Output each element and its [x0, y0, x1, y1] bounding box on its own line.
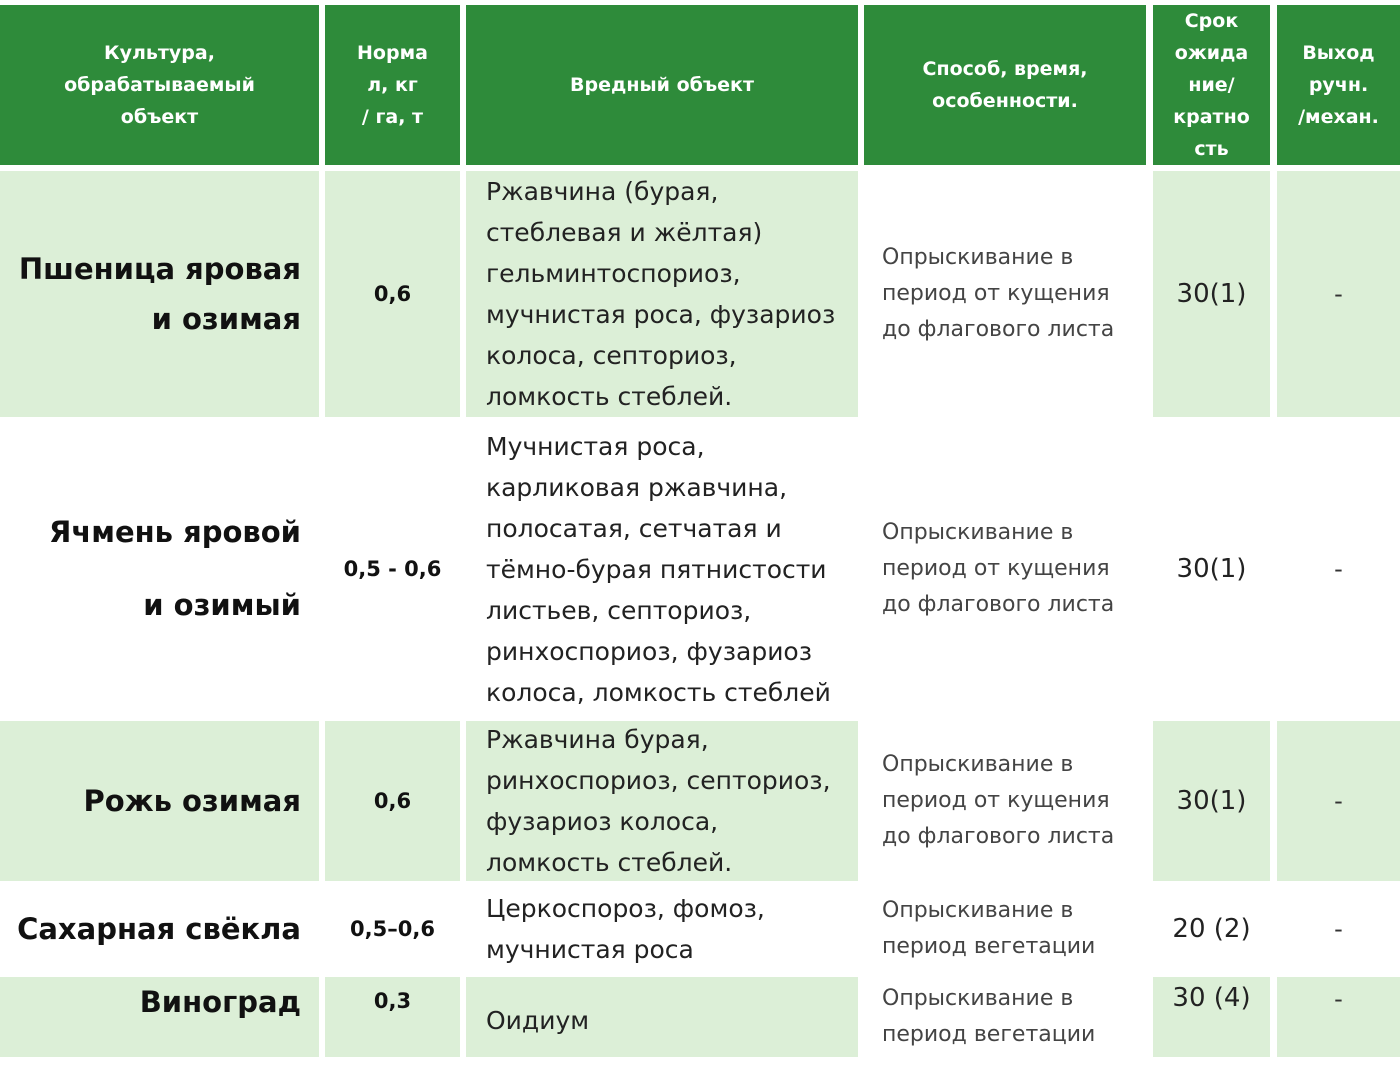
header-pest: Вредный объект [466, 5, 858, 165]
row-pest: Мучнистая роса, карликовая ржавчина, полосатая, сетчатая и тёмно-бурая пятнистости листьев, септориоз, ринхоспориоз, фузариоз колоса, ломкость стеблей [466, 423, 858, 715]
row-norm: 0,3 [325, 977, 460, 1057]
row-crop: Пшеница яровая и озимая [0, 171, 319, 417]
row-output: - [1277, 423, 1400, 715]
header-method: Способ, время, особенности. [864, 5, 1146, 165]
row-method: Опрыскивание в период от кущения до флагового листа [864, 171, 1146, 417]
row-wait: 30 (4) [1153, 977, 1270, 1057]
row-method: Опрыскивание в период вегетации [864, 887, 1146, 971]
row-method: Опрыскивание в период от кущения до флагового листа [864, 423, 1146, 715]
row-norm: 0,6 [325, 171, 460, 417]
row-crop: Ячмень яровой и озимый [0, 423, 319, 715]
row-output: - [1277, 721, 1400, 881]
row-pest: Ржавчина бурая, ринхоспориоз, септориоз, фузариоз колоса, ломкость стеблей. [466, 721, 858, 881]
header-crop: Культура, обрабатываемый объект [0, 5, 319, 165]
row-norm: 0,5 - 0,6 [325, 423, 460, 715]
row-pest: Церкоспороз, фомоз, мучнистая роса [466, 887, 858, 971]
row-output: - [1277, 171, 1400, 417]
row-crop: Сахарная свёкла [0, 887, 319, 971]
row-wait: 30(1) [1153, 171, 1270, 417]
row-crop: Виноград [0, 977, 319, 1057]
row-norm: 0,5–0,6 [325, 887, 460, 971]
row-wait: 20 (2) [1153, 887, 1270, 971]
row-wait: 30(1) [1153, 423, 1270, 715]
row-norm: 0,6 [325, 721, 460, 881]
header-norm: Норма л, кг / га, т [325, 5, 460, 165]
row-crop: Рожь озимая [0, 721, 319, 881]
row-pest: Оидиум [466, 977, 858, 1057]
row-method: Опрыскивание в период от кущения до флагового листа [864, 721, 1146, 881]
header-wait: Срок ожида ние/ кратно сть [1153, 5, 1270, 165]
row-output: - [1277, 977, 1400, 1057]
row-pest: Ржавчина (бурая, стеблевая и жёлтая) гельминтоспориоз, мучнистая роса, фузариоз колоса, септориоз, ломкость стеблей. [466, 171, 858, 417]
row-output: - [1277, 887, 1400, 971]
row-method: Опрыскивание в период вегетации [864, 977, 1146, 1057]
header-output: Выход ручн. /механ. [1277, 5, 1400, 165]
row-wait: 30(1) [1153, 721, 1270, 881]
